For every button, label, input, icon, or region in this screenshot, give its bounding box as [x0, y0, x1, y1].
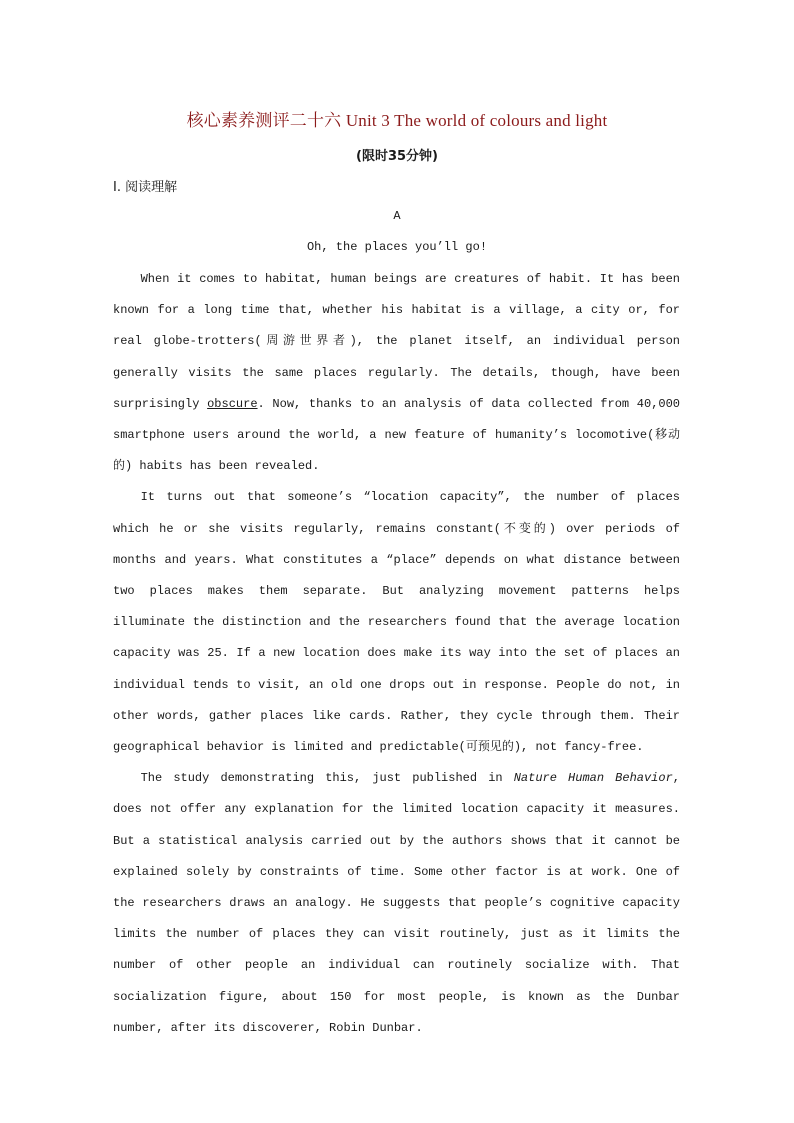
paragraph-1: When it comes to habitat, human beings are creatures of habit. It has been known for a long time that, whether his habitat is a village, a city or, for real globe-trotters(周游世界者), the planet itself, an individual person generally visits the same places regularly. The details, though, have been surprisingly obscure. Now, thanks to an analysis of data collected from 40,000 smartphone users around the world, a new feature of humanity’s locomotive(移动的) habits has been revealed.: [113, 272, 681, 474]
passage-label: A: [393, 209, 401, 223]
time-limit: (限时35分钟): [356, 149, 438, 164]
underlined-word: obscure: [207, 396, 258, 411]
section-heading: Ⅰ. 阅读理解: [113, 180, 178, 195]
passage-title: Oh, the places you’ll go!: [306, 240, 488, 254]
passage-body: [113, 264, 680, 1044]
page-title: 核心素养测评二十六 Unit 3 The world of colours and light: [186, 111, 608, 130]
paragraph-2: It turns out that someone’s “location capacity”, the number of places which he or she visits regularly, remains constant(不变的) over periods of months and years. What constitutes a “place” depends on what distance between two places makes them separate. But analyzing movement patterns helps illuminate the distinction and the researchers found that the average location capacity was 25. If a new location does make its way into the set of places an individual tends to visit, an old one drops out in response. People do not, in other words, gather places like cards. Rather, they cycle through them. Their geographical behavior is limited and predictable(可预见的), not fancy-free.: [113, 490, 680, 755]
journal-name: Nature Human Behavior: [513, 771, 673, 786]
paragraph-3: The study demonstrating this, just published in Nature Human Behavior, does not offer any explanation for the limited location capacity it measures. But a statistical analysis carried out by the authors shows that it cannot be explained solely by constraints of time. Some other factor is at work. One of the researchers draws an analogy. He suggests that people’s cognitive capacity limits the number of places they can visit routinely, just as it limits the number of other people an individual can routinely socialize with. That socialization figure, about 150 for most people, is known as the Dunbar number, after its discoverer, Robin Dunbar.: [113, 771, 680, 1035]
